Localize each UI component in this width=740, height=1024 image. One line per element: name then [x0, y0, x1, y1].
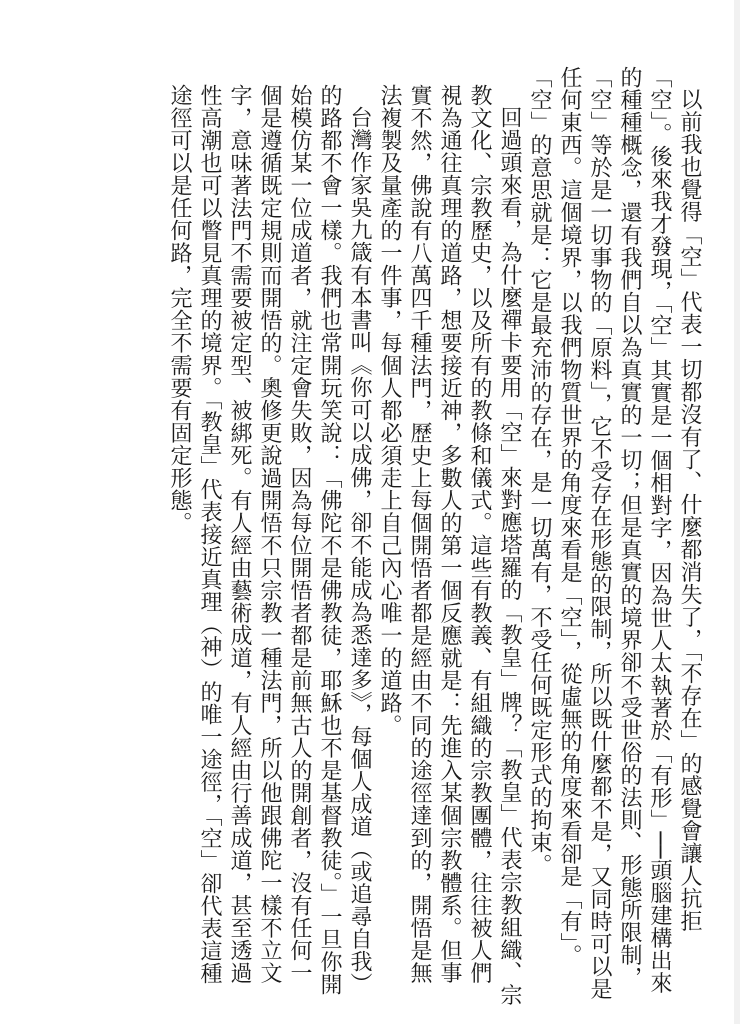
vertical-text-body	[164, 66, 704, 1006]
scrollbar[interactable]	[734, 0, 740, 1024]
paragraph-2: 回過頭來看，為什麼禪卡要用「空」來對應塔羅的「教皇」牌？「教皇」代表宗教組織、宗教文化、宗教歷史，以及所有的教條和儀式。這些有教義、有組織的宗教團體，往往被人們視為通往真理的道路，想要接近神，多數人的第一個反應就是：先進入某個宗教體系。但事實不然，佛說有八萬四千種法門，歷史上每個開悟者都是經由不同的途徑達到的，開悟是無法複製及量產的一件事，每個人都必須走上自己內心唯一的道路。	[377, 84, 522, 1006]
paragraph-1: 以前我也覺得「空」代表一切都沒有了、什麼都消失了，「不存在」的感覺會讓人抗拒「空」。後來我才發現，「空」其實是一個相對字，因為世人太執著於「有形」──頭腦建構出來的種種概念，還有我們自以為真實的一切；但是真實的境界卻不受世俗的法則、形態所限制，「空」等於是一切事物的「原料」，它不受存在形態的限制，所以既什麼都不是，又同時可以是任何東西。這個境界，以我們物質世界的角度來看是「空」，從虛無的角度來看卻是「有」。「空」的意思就是：它是最充沛的存在，是一切萬有，不受任何既定形式的拘束。	[527, 66, 702, 1000]
paragraph-3: 台灣作家吳九箴有本書叫《你可以成佛，卻不能成為悉達多》，每個人成道（或追尋自我）的路都不會一樣。我們也常開玩笑說：「佛陀不是佛教徒，耶穌也不是基督教徒。」一旦你開始模仿某一位成道者，就注定會失敗，因為每位開悟者都是前無古人的開創者，沒有任何一個是遵循既定規則而開悟的。奧修更說過開悟不只宗教一種法門，所以他跟佛陀一樣不立文字，意味著法門不需要被定型、被綁死。有人經由藝術成道，有人經由行善成道，甚至透過性高潮也可以瞥見真理的境界。「教皇」代表接近真理（神）的唯一途徑，「空」卻代表這種途徑可以是任何路，完全不需要有固定形態。	[167, 84, 372, 996]
